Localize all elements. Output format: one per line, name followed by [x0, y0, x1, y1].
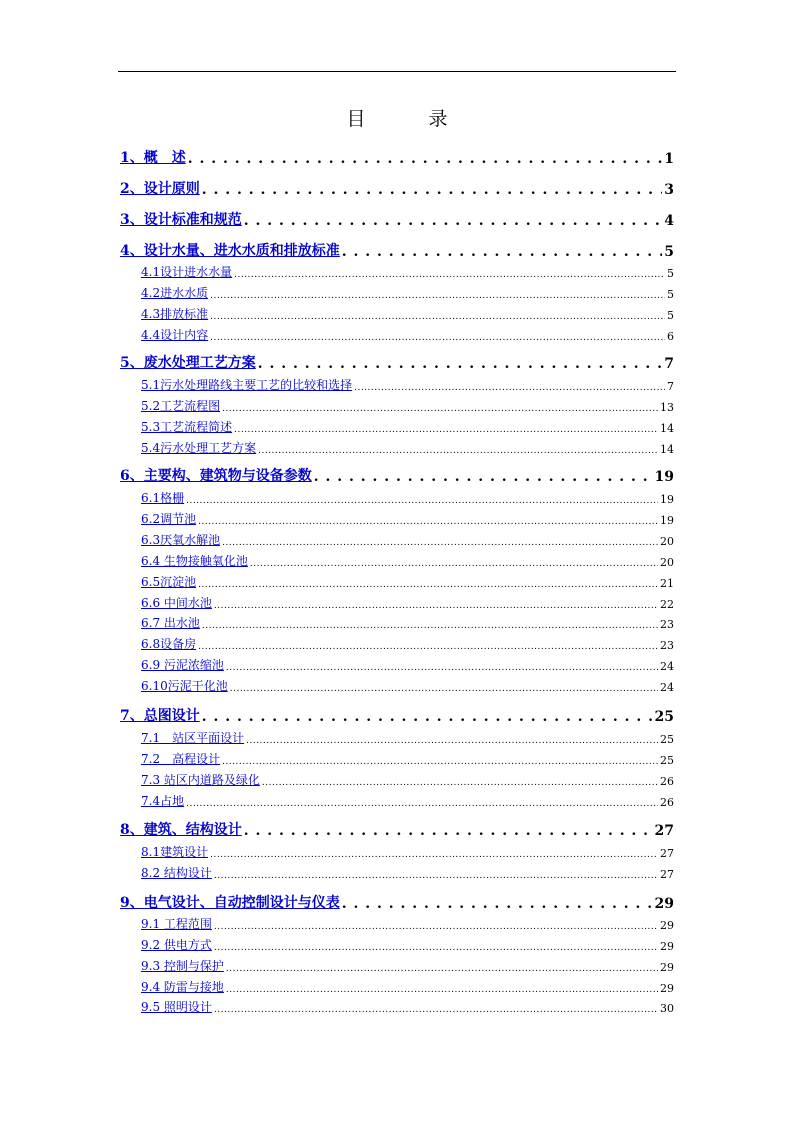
toc-page-number: 24: [660, 681, 674, 694]
dot-leader: [214, 1001, 658, 1015]
dot-leader: [246, 732, 658, 746]
toc-section-row[interactable]: [120, 418, 674, 435]
toc-section-row[interactable]: [120, 263, 674, 280]
dot-leader: [202, 617, 658, 631]
toc-section-row[interactable]: [120, 677, 674, 694]
toc-entry-link[interactable]: 2、设计原则: [120, 181, 200, 197]
toc-entry-link[interactable]: 8、建筑、结构设计: [120, 822, 242, 838]
toc-section-row[interactable]: [120, 284, 674, 301]
dot-leader: [222, 400, 658, 414]
toc-section-row[interactable]: [120, 635, 674, 652]
toc-page-number: 13: [660, 401, 674, 414]
toc-entry-link[interactable]: 5.1污水处理路线主要工艺的比较和选择: [141, 378, 353, 392]
toc-page-number: 5: [667, 267, 674, 280]
toc-section-row[interactable]: [120, 750, 674, 767]
toc-section-row[interactable]: [120, 656, 674, 673]
dot-leader: [262, 774, 658, 788]
toc-section-row[interactable]: [120, 729, 674, 746]
toc-chapter-row[interactable]: [120, 892, 674, 912]
toc-entry-link[interactable]: 5、废水处理工艺方案: [120, 355, 256, 371]
toc-entry-link[interactable]: 7.1 站区平面设计: [141, 731, 245, 745]
header-rule: [118, 71, 676, 72]
toc-page-number: 5: [664, 244, 674, 260]
toc-page-number: 25: [654, 709, 674, 725]
toc-chapter-row[interactable]: [120, 705, 674, 725]
toc-entry-link[interactable]: 6.1格栅: [141, 491, 185, 505]
toc-page-number: 4: [664, 213, 674, 229]
toc-page-number: 30: [660, 1002, 674, 1015]
page-title: 目 录: [346, 108, 470, 130]
toc-page-number: 23: [660, 618, 674, 631]
dot-leader: [210, 846, 658, 860]
toc-section-row[interactable]: [120, 936, 674, 953]
toc-entry-link[interactable]: 5.3工艺流程简述: [141, 420, 233, 434]
toc-page-number: 20: [660, 535, 674, 548]
toc-chapter-row[interactable]: [120, 819, 674, 839]
toc-page-number: 27: [660, 868, 674, 881]
toc-entry-link[interactable]: 6.9 污泥浓缩池: [141, 658, 224, 672]
toc-section-row[interactable]: [120, 864, 674, 881]
dot-leader: [342, 896, 653, 912]
toc-entry-link[interactable]: 6.4 生物接触氧化池: [141, 554, 248, 568]
toc-entry-link[interactable]: 6.10污泥干化池: [141, 679, 228, 693]
toc-entry-link[interactable]: 4、设计水量、进水水质和排放标准: [120, 243, 340, 259]
dot-leader: [202, 182, 663, 198]
dot-leader: [214, 939, 658, 953]
toc-section-row[interactable]: [120, 397, 674, 414]
toc-entry-link[interactable]: 1、概 述: [120, 150, 186, 166]
dot-leader: [250, 555, 658, 569]
toc-page-number: 29: [654, 896, 674, 912]
dot-leader: [244, 823, 653, 839]
dot-leader: [188, 151, 663, 167]
toc-page-number: 29: [660, 961, 674, 974]
toc-page-number: 7: [667, 380, 674, 393]
toc-section-row[interactable]: [120, 573, 674, 590]
toc-chapter-row[interactable]: [120, 465, 674, 485]
toc-entry-link[interactable]: 6.7 出水池: [141, 616, 200, 630]
toc-entry-link[interactable]: 5.2工艺流程图: [141, 399, 221, 413]
toc-section-row[interactable]: [120, 489, 674, 506]
toc-entry-link[interactable]: 4.3排放标准: [141, 307, 209, 321]
toc-section-row[interactable]: [120, 771, 674, 788]
toc-entry-link[interactable]: 6.3厌氧水解池: [141, 533, 221, 547]
toc-page-number: 25: [660, 733, 674, 746]
toc-page-number: 22: [660, 598, 674, 611]
toc-page-number: 19: [654, 469, 674, 485]
toc-page-number: 14: [660, 422, 674, 435]
toc-chapter-row[interactable]: [120, 240, 674, 260]
toc-section-row[interactable]: [120, 792, 674, 809]
toc-entry-link[interactable]: 6.5沉淀池: [141, 575, 197, 589]
dot-leader: [354, 379, 665, 393]
toc-section-row[interactable]: [120, 843, 674, 860]
toc-page-number: 26: [660, 796, 674, 809]
toc-entry-link[interactable]: 4.1设计进水水量: [141, 265, 233, 279]
toc-page-number: 6: [667, 330, 674, 343]
toc-page-number: 29: [660, 919, 674, 932]
toc-section-row[interactable]: [120, 531, 674, 548]
toc-page-number: 24: [660, 660, 674, 673]
toc-page-number: 1: [664, 151, 674, 167]
toc-entry-link[interactable]: 6.6 中间水池: [141, 596, 212, 610]
toc-entry-link[interactable]: 9.3 控制与保护: [141, 959, 224, 973]
dot-leader: [314, 469, 653, 485]
toc-entry-link[interactable]: 9.2 供电方式: [141, 938, 212, 952]
toc-section-row[interactable]: [120, 915, 674, 932]
toc-section-row[interactable]: [120, 376, 674, 393]
dot-leader: [214, 597, 658, 611]
toc-section-row[interactable]: [120, 998, 674, 1015]
dot-leader: [244, 213, 663, 229]
toc-section-row[interactable]: [120, 614, 674, 631]
toc-entry-link[interactable]: 6、主要构、建筑物与设备参数: [120, 468, 312, 484]
dot-leader: [222, 753, 658, 767]
toc-page-number: 5: [667, 288, 674, 301]
dot-leader: [210, 287, 665, 301]
toc-section-row[interactable]: [120, 439, 674, 456]
dot-leader: [234, 266, 665, 280]
toc-entry-link[interactable]: 7.2 高程设计: [141, 752, 221, 766]
dot-leader: [202, 709, 653, 725]
dot-leader: [198, 576, 658, 590]
dot-leader: [226, 981, 658, 995]
toc-section-row[interactable]: [120, 326, 674, 343]
toc-section-row[interactable]: [120, 510, 674, 527]
dot-leader: [258, 356, 663, 372]
dot-leader: [226, 659, 658, 673]
dot-leader: [258, 442, 658, 456]
toc-section-row[interactable]: [120, 978, 674, 995]
dot-leader: [234, 421, 658, 435]
toc-page-number: 14: [660, 443, 674, 456]
toc-entry-link[interactable]: 9.4 防雷与接地: [141, 980, 224, 994]
toc-section-row[interactable]: [120, 957, 674, 974]
dot-leader: [226, 960, 658, 974]
toc-entry-link[interactable]: 8.1建筑设计: [141, 845, 209, 859]
dot-leader: [198, 513, 658, 527]
toc-page-number: 3: [664, 182, 674, 198]
toc-page-number: 29: [660, 982, 674, 995]
dot-leader: [230, 680, 658, 694]
toc-entry-link[interactable]: 7、总图设计: [120, 708, 200, 724]
toc-page-number: 7: [664, 356, 674, 372]
toc-page-number: 27: [660, 847, 674, 860]
toc-page-number: 23: [660, 639, 674, 652]
toc-entry-link[interactable]: 8.2 结构设计: [141, 866, 212, 880]
toc-chapter-row[interactable]: [120, 209, 674, 229]
toc-chapter-row[interactable]: [120, 178, 674, 198]
toc-entry-link[interactable]: 9.5 照明设计: [141, 1000, 212, 1014]
toc-entry-link[interactable]: 7.3 站区内道路及绿化: [141, 773, 260, 787]
toc-entry-link[interactable]: 6.2调节池: [141, 512, 197, 526]
toc-page-number: 29: [660, 940, 674, 953]
toc-chapter-row[interactable]: [120, 147, 674, 167]
toc-page-number: 19: [660, 514, 674, 527]
dot-leader: [214, 918, 658, 932]
toc-entry-link[interactable]: 4.4设计内容: [141, 328, 209, 342]
toc-page-number: 5: [667, 309, 674, 322]
toc-entry-link[interactable]: 3、设计标准和规范: [120, 212, 242, 228]
toc-entry-link[interactable]: 4.2进水水质: [141, 286, 209, 300]
toc-page-number: 26: [660, 775, 674, 788]
toc-page-number: 21: [660, 577, 674, 590]
toc-entry-link[interactable]: 5.4污水处理工艺方案: [141, 441, 257, 455]
dot-leader: [186, 795, 658, 809]
toc-page-number: 19: [660, 493, 674, 506]
toc-entry-link[interactable]: 6.8设备房: [141, 637, 197, 651]
dot-leader: [342, 244, 663, 260]
dot-leader: [210, 329, 665, 343]
toc-entry-link[interactable]: 7.4占地: [141, 794, 185, 808]
toc-section-row[interactable]: [120, 594, 674, 611]
dot-leader: [222, 534, 658, 548]
toc-page-number: 20: [660, 556, 674, 569]
dot-leader: [198, 638, 658, 652]
toc-page-number: 27: [654, 823, 674, 839]
toc-section-row[interactable]: [120, 305, 674, 322]
toc-page-number: 25: [660, 754, 674, 767]
toc-section-row[interactable]: [120, 552, 674, 569]
dot-leader: [186, 492, 658, 506]
toc-entry-link[interactable]: 9.1 工程范围: [141, 917, 212, 931]
dot-leader: [214, 867, 658, 881]
dot-leader: [210, 308, 665, 322]
toc-chapter-row[interactable]: [120, 352, 674, 372]
toc-entry-link[interactable]: 9、电气设计、自动控制设计与仪表: [120, 895, 340, 911]
